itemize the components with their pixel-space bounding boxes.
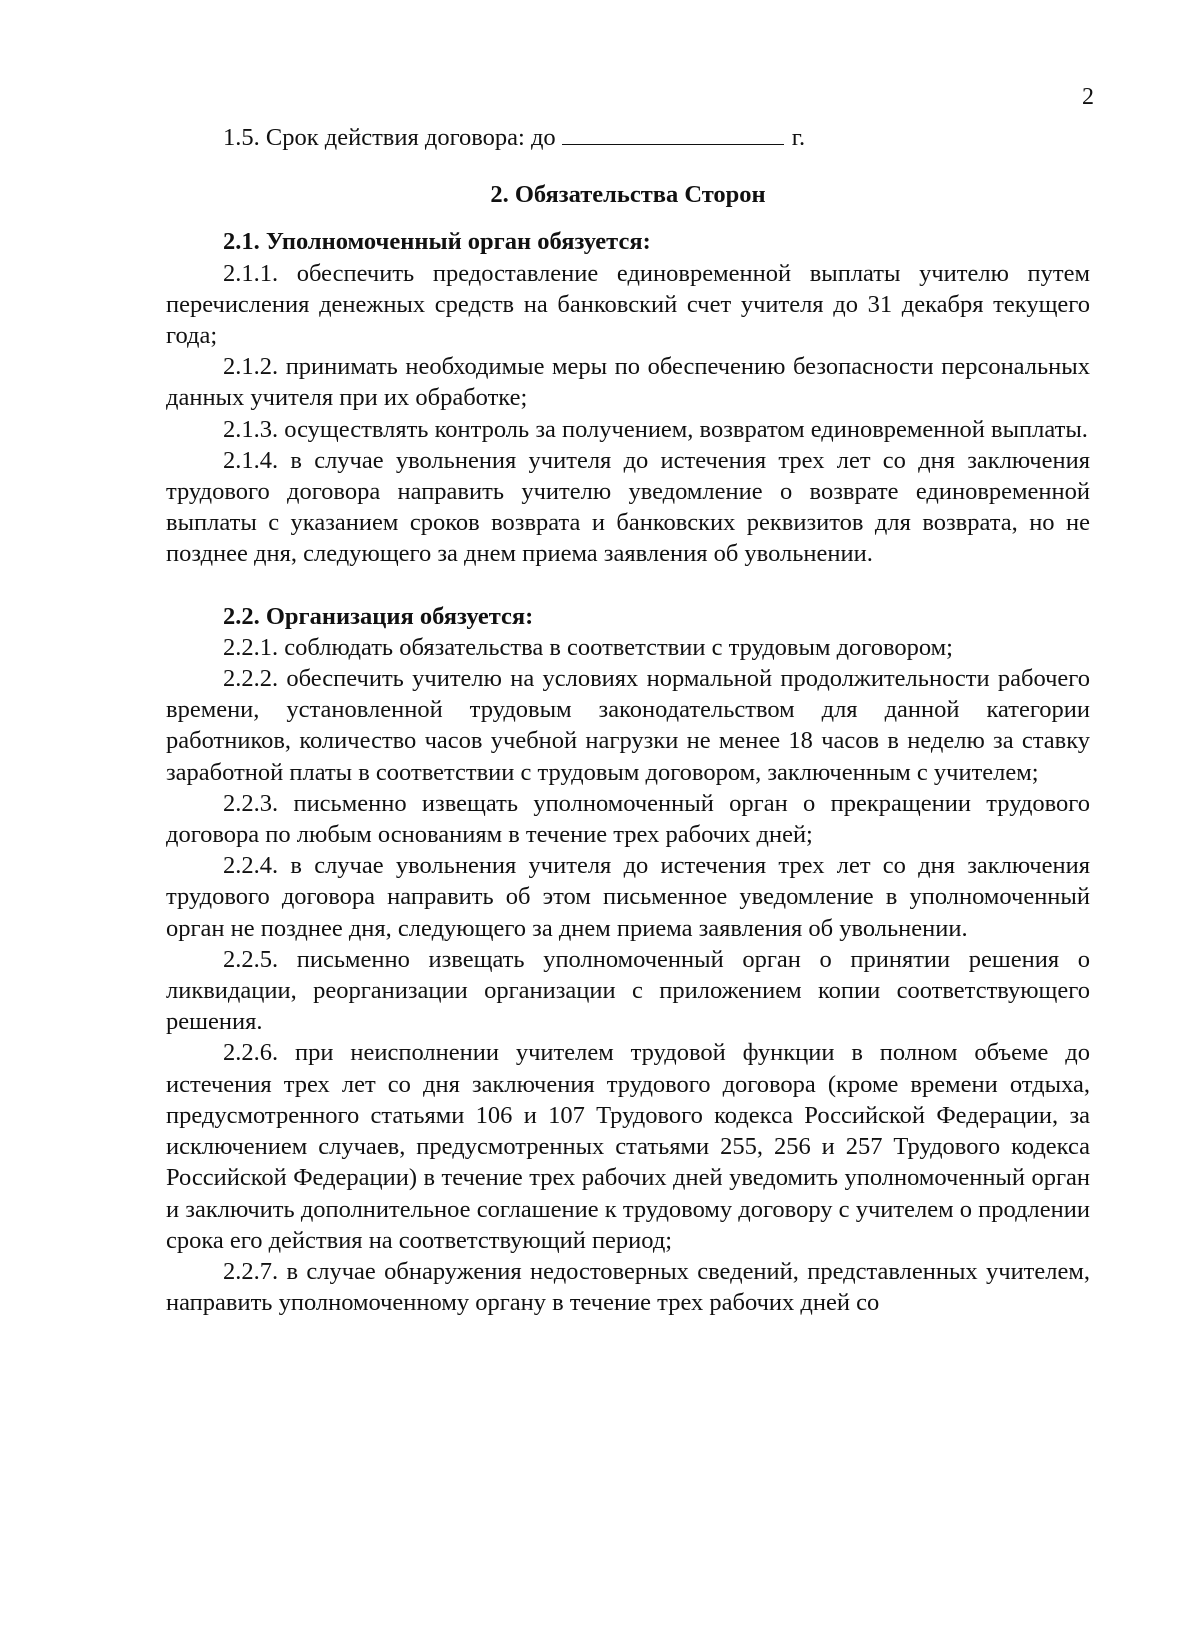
clause-2-2-5: 2.2.5. письменно извещать уполномоченный орган о принятии решения о ликвидации, реорганизации организации с приложением копии соответствующего решения. [166,945,1090,1036]
clause-2-2-7: 2.2.7. в случае обнаружения недостоверных сведений, представленных учителем, направить уполномоченному органу в течение трех рабочих дней со [166,1257,1090,1317]
clause-2-2-6: 2.2.6. при неисполнении учителем трудовой функции в полном объеме до истечения трех лет со дня заключения трудового договора (кроме времени отдыха, предусмотренного статьями 106 и 107 Трудового кодекса Российской Федерации, за исключением случаев, предусмотренных статьями 255, 256 и 257 Трудового кодекса Российской Федерации) в течение трех рабочих дней уведомить уполномоченный орган и заключить дополнительное соглашение к трудовому договору с учителем о продлении срока его действия на соответствующий период; [166,1039,1090,1254]
clause-2-2-4: 2.2.4. в случае увольнения учителя до истечения трех лет со дня заключения трудового договора направить об этом письменное уведомление в уполномоченный орган не позднее дня, следующего за днем приема заявления об увольнении. [166,852,1090,942]
contract-term-label: 1.5. Срок действия договора: до [223,124,556,151]
clause-2-2-2: 2.2.2. обеспечить учителю на условиях нормальной продолжительности рабочего времени, установленной трудовым законодательством для данной категории работников, количество часов учебной нагрузки не менее 18 часов в неделю за ставку заработной платы в соответствии с трудовым договором, заключенным с учителем; [166,665,1090,786]
section-gap [166,570,1090,601]
subsection-2-2-title: 2.2. Организация обязуется: [223,602,534,630]
section-2-title: 2. Обязательства Сторон [490,181,766,209]
subsection-2-1-title: 2.1. Уполномоченный орган обязуется: [223,228,651,256]
contract-term-suffix: г. [791,124,806,151]
clause-2-1-4: 2.1.4. в случае увольнения учителя до истечения трех лет со дня заключения трудового договора направить учителю уведомление о возврате единовременной выплаты с указанием сроков возврата и банковских реквизитов для возврата, но не позднее дня, следующего за днем приема заявления об увольнении. [166,446,1090,568]
contract-term-line [166,122,1090,153]
clause-2-1-1: 2.1.1. обеспечить предоставление единовременной выплаты учителю путем перечисления денежных средств на банковский счет учителя до 31 декабря текущего года; [166,259,1090,350]
clause-2-2-1: 2.2.1. соблюдать обязательства в соответствии с трудовым договором; [223,633,953,661]
page-number: 2 [1082,84,1094,110]
document-body [166,122,1090,1318]
clause-2-1-2: 2.1.2. принимать необходимые меры по обеспечению безопасности персональных данных учителя при их обработке; [166,353,1090,412]
clause-2-1-3: 2.1.3. осуществлять контроль за получением, возвратом единовременной выплаты. [223,415,1088,443]
clause-2-2-3: 2.2.3. письменно извещать уполномоченный орган о прекращении трудового договора по любым основаниям в течение трех рабочих дней; [166,789,1090,849]
contract-term-blank [562,122,784,145]
